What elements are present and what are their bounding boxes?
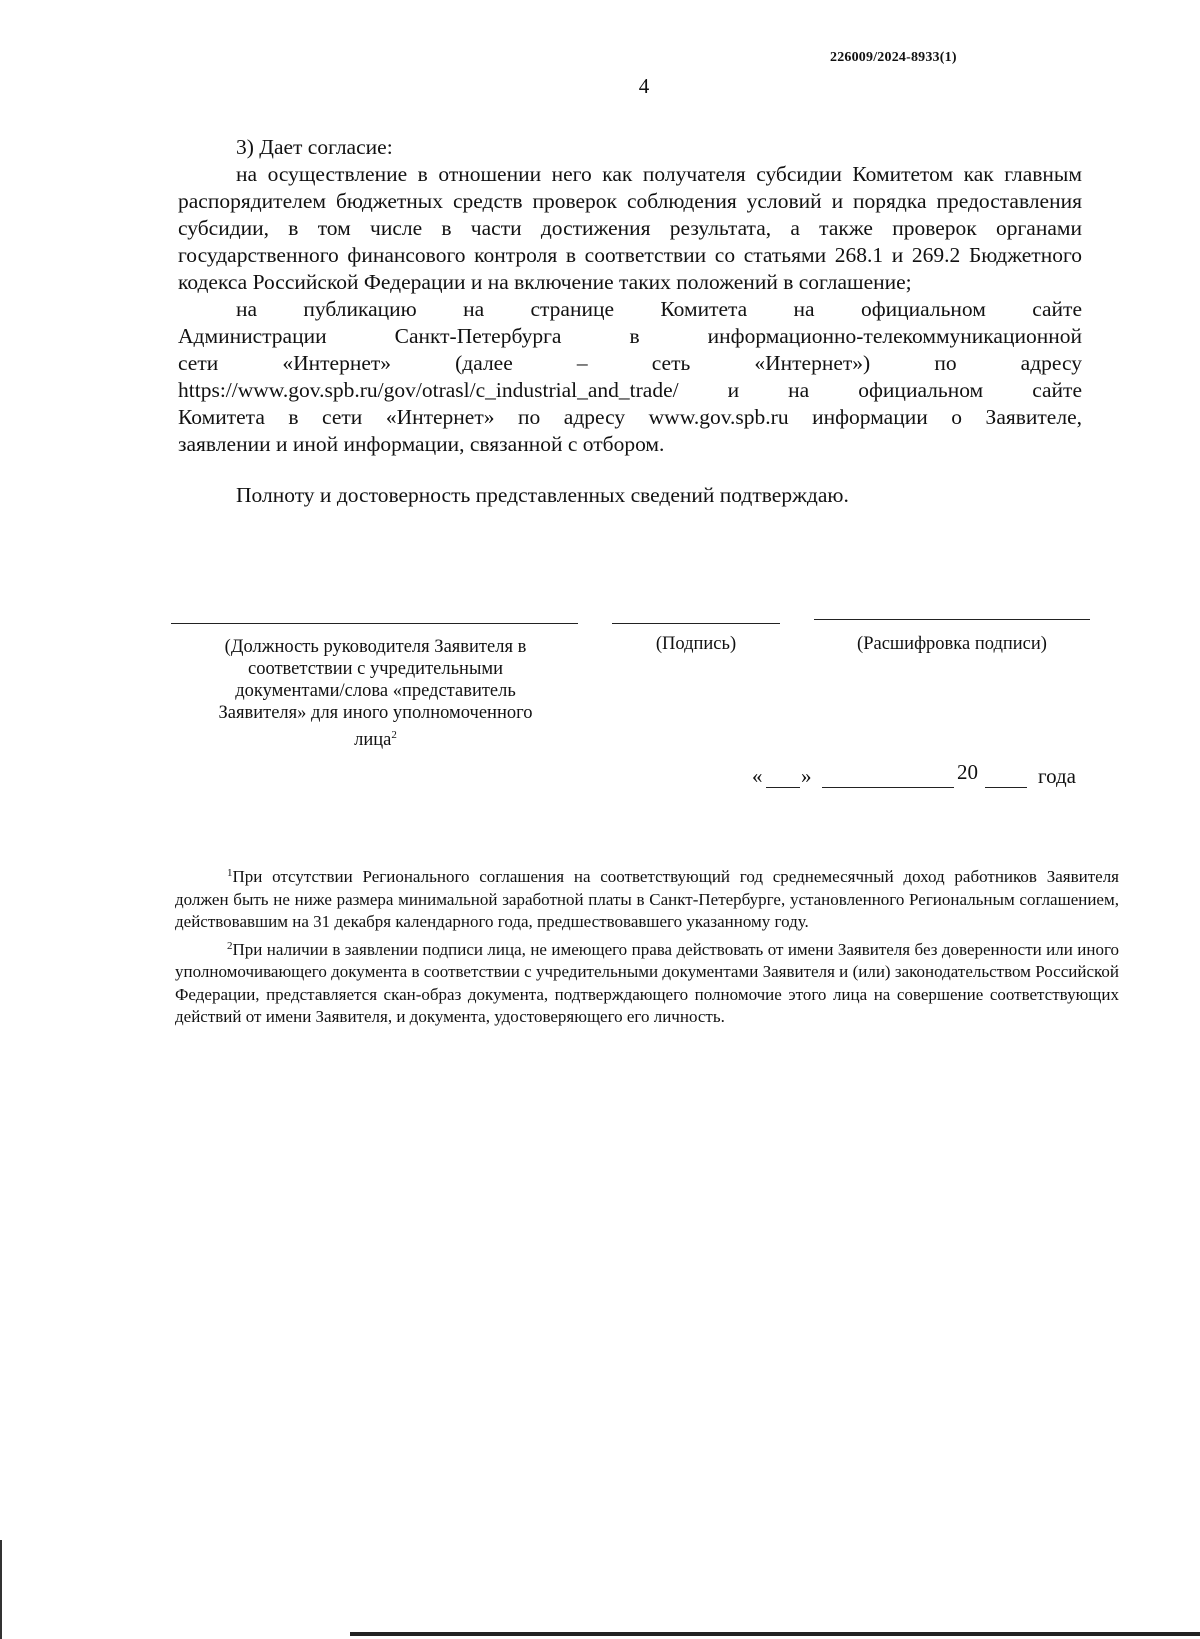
footnote-ref-2: 2 [391,729,397,741]
day-blank [766,787,800,788]
confirmation-statement: Полноту и достоверность представленных сведений подтверждаю. [236,483,849,507]
publication-line: сети «Интернет» (далее – сеть «Интернет») по адресу [178,351,1082,375]
signature-caption: (Подпись) [655,634,737,654]
footnotes [175,866,1119,1034]
publication-line: Администрации Санкт-Петербурга в информационно-телекоммуникационной [178,324,1082,348]
consent-paragraph-inspections: на осуществление в отношении него как получателя субсидии Комитетом как главным распорядителем бюджетных средств проверок соблюдения условий и порядка предоставления субсидии, в том числе в части достижения результата, а также проверок органами государственного финансового контроля в соответствии со статьями 268.1 и 269.2 Бюджетного кодекса Российской Федерации и на включение таких положений в соглашение; [178,162,1082,294]
year-word: года [1038,764,1076,788]
signature-decoding-caption: (Расшифровка подписи) [857,634,1047,654]
year-blank [985,787,1027,788]
position-signature-line [171,623,578,624]
consent-paragraph-publication [178,296,1082,458]
signature-decoding-line [814,619,1090,620]
footnote-mark: 1 [227,867,233,879]
footnote-mark: 2 [227,939,233,952]
publication-line: Комитета в сети «Интернет» по адресу www.gov.spb.ru информации о Заявителе, [178,405,1082,429]
year-prefix: 20 [957,760,978,784]
month-blank [822,787,954,788]
scan-bottom-edge [350,1632,1200,1636]
page-number: 4 [638,74,650,98]
scan-edge-mark [0,1540,2,1639]
document-registration-number: 226009/2024-8933(1) [830,50,957,65]
footnote-2: $^2$При наличии в заявлении подписи лица, не имеющего права действовать от имени Заявителя без доверенности или иного уполномочивающего документа в соответствии с учредительными документами Заявителя и (или) законодательством Российской Федерации, представляется скан-образ документа, подтверждающего полномочие этого лица на совершение соответствующих действий от имени Заявителя, и документа, удостоверяющего его личность. [175,939,1119,1026]
document-body [178,134,1082,509]
publication-line: заявлении и иной информации, связанной с отбором. [178,432,665,456]
date-open-quote: « [752,764,763,788]
item-heading: 3) Дает согласие: [236,135,393,159]
footnote-1: $^1$При отсутствии Регионального соглашения на соответствующий год среднемесячный доход работников Заявителя должен быть не ниже размера минимальной заработной платы в Санкт-Петербурге, установленного Региональным соглашением, действовавшим на 31 декабря календарного года, предшествовавшего указанному году. [175,867,1119,931]
position-caption: (Должность руководителя Заявителя в соответствии с учредительными документами/слова «представитель Заявителя» для иного уполномоченного лица$^2$ [218,637,533,751]
date-close-quote: » [801,764,812,788]
publication-line: https://www.gov.spb.ru/gov/otrasl/c_industrial_and_trade/ и на официальном сайте [178,378,1082,402]
signature-line [612,623,780,624]
publication-line: на публикацию на странице Комитета на официальном сайте [236,297,1082,321]
